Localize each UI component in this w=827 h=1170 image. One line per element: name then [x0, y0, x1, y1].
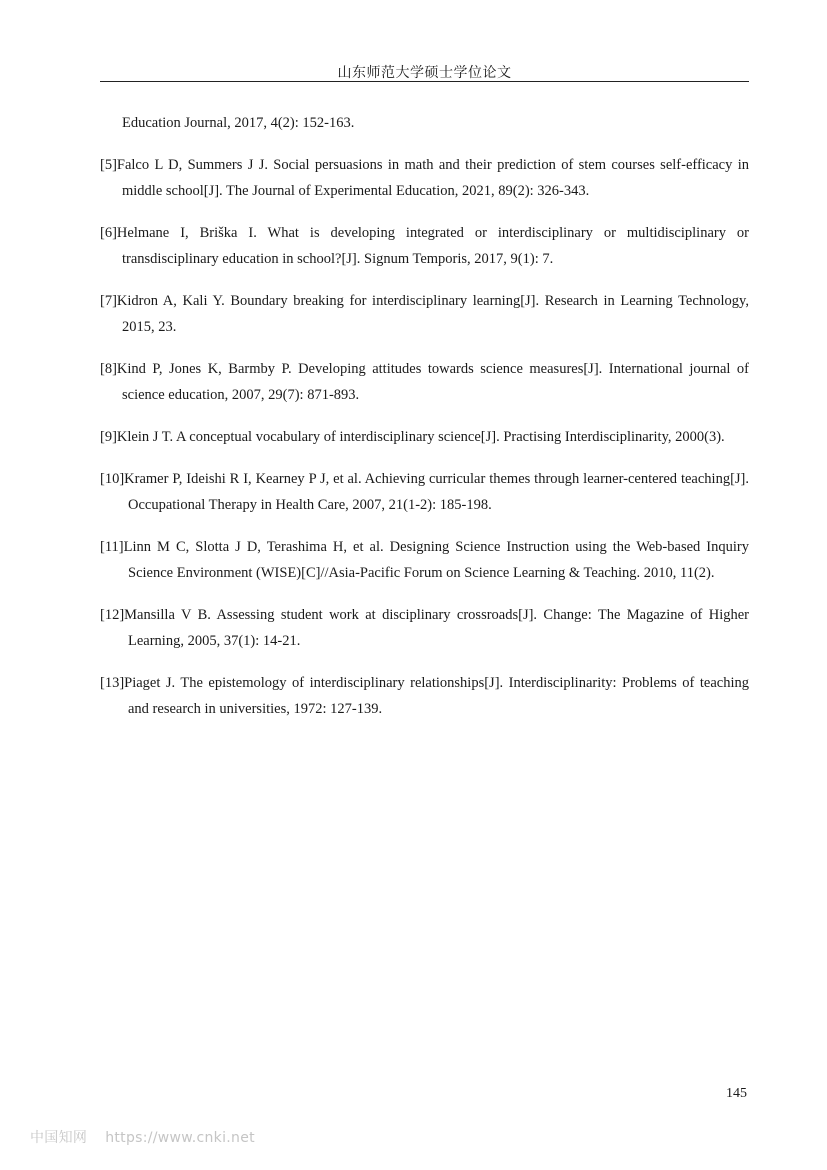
- running-header-title: 山东师范大学硕士学位论文: [337, 65, 512, 81]
- header-rule: [100, 81, 749, 82]
- reference-7: [7]Kidron A, Kali Y. Boundary breaking for interdisciplinary learning[J]. Research in Learning Technology, 2015, 23.: [100, 293, 749, 335]
- reference-12: [12]Mansilla V B. Assessing student work at disciplinary crossroads[J]. Change: The Magazine of Higher Learning, 2005, 37(1): 14-21.: [100, 607, 749, 649]
- watermark-url: https://www.cnki.net: [105, 1130, 255, 1146]
- reference-list: [100, 110, 749, 722]
- reference-11: [11]Linn M C, Slotta J D, Terashima H, et al. Designing Science Instruction using the Web-based Inquiry Science Environment (WISE)[C]//Asia-Pacific Forum on Science Learning & Teaching. 2010, 11(2).: [100, 539, 749, 581]
- reference-10: [10]Kramer P, Ideishi R I, Kearney P J, et al. Achieving curricular themes through learner-centered teaching[J]. Occupational Therapy in Health Care, 2007, 21(1-2): 185-198.: [100, 471, 749, 513]
- page-number: 145: [726, 1086, 747, 1101]
- reference-5: [5]Falco L D, Summers J J. Social persuasions in math and their prediction of stem courses self-efficacy in middle school[J]. The Journal of Experimental Education, 2021, 89(2): 326-343.: [100, 157, 749, 199]
- reference-8: [8]Kind P, Jones K, Barmby P. Developing attitudes towards science measures[J]. International journal of science education, 2007, 29(7): 871-893.: [100, 361, 749, 403]
- reference-9: [9]Klein J T. A conceptual vocabulary of interdisciplinary science[J]. Practising Interdisciplinarity, 2000(3).: [100, 429, 725, 445]
- watermark-brand: 中国知网: [30, 1130, 88, 1146]
- reference-13: [13]Piaget J. The epistemology of interdisciplinary relationships[J]. Interdisciplinarity: Problems of teaching and research in universities, 1972: 127-139.: [100, 675, 749, 717]
- reference-4-continuation: Education Journal, 2017, 4(2): 152-163.: [122, 115, 355, 131]
- cnki-watermark: [30, 1127, 255, 1147]
- reference-6: [6]Helmane I, Briška I. What is developing integrated or interdisciplinary or multidisciplinary or transdisciplinary education in school?[J]. Signum Temporis, 2017, 9(1): 7.: [100, 225, 749, 267]
